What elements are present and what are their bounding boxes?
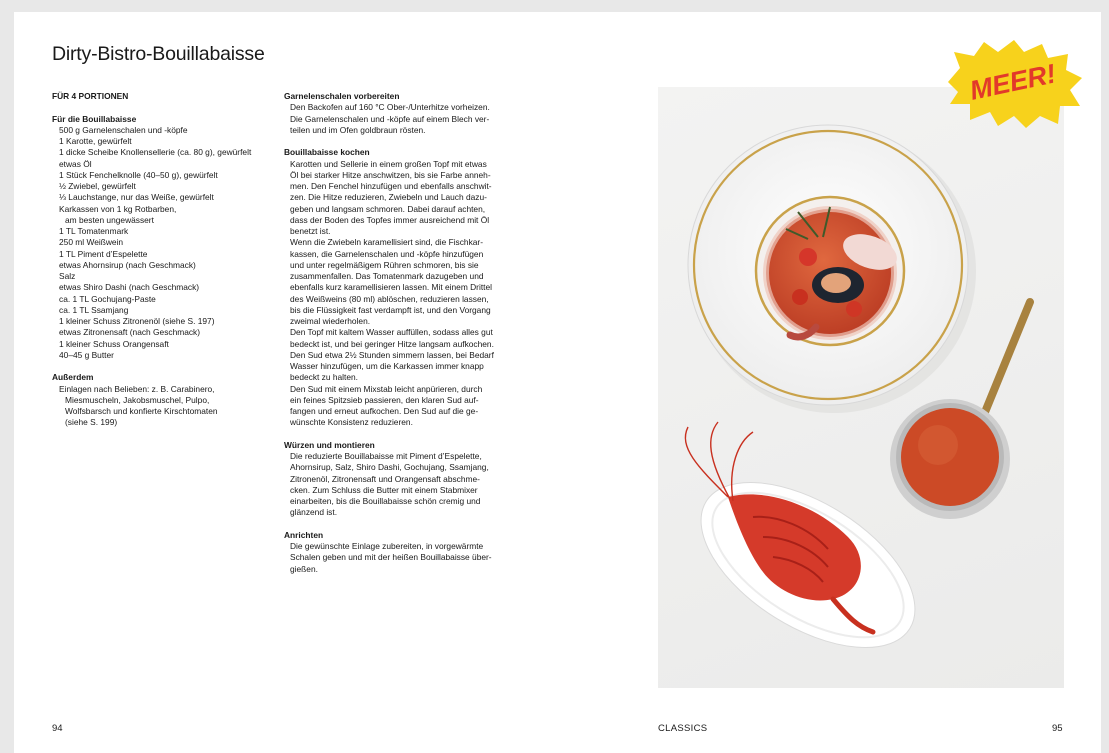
- step-line: einarbeiten, bis die Bouillabaisse schön cremig und: [290, 496, 481, 506]
- extra-line: (siehe S. 199): [65, 417, 118, 428]
- step-line: fangen und erneut aufkochen. Den Sud auf die ge-: [290, 406, 479, 416]
- ingredient-line: 1 kleiner Schuss Zitronenöl (siehe S. 197): [59, 316, 215, 326]
- step-line: Karotten und Sellerie in einem großen Topf mit etwas: [290, 158, 487, 169]
- step-line: kassen, die Garnelenschalen und -köpfe hinzufügen: [290, 248, 484, 259]
- step-text: [284, 159, 506, 429]
- ingredient-line: ca. 1 TL Gochujang-Paste: [59, 293, 156, 304]
- ingredients-column: [52, 91, 267, 440]
- tomato: [846, 301, 862, 317]
- step-block: [284, 440, 506, 519]
- step-line: gießen.: [290, 563, 318, 574]
- section-label: CLASSICS: [658, 723, 708, 734]
- step-line: ein feines Spitzsieb passieren, den klaren Sud auf-: [290, 394, 479, 405]
- step-line: teilen und im Ofen goldbraun rösten.: [290, 124, 426, 135]
- step-line: wünschte Konsistenz reduzieren.: [290, 417, 413, 428]
- step-line: Den Topf mit kaltem Wasser auffüllen, sodass alles gut: [290, 327, 493, 338]
- tomato: [792, 289, 808, 305]
- ingredient-line: etwas Zitronensaft (nach Geschmack): [59, 327, 201, 338]
- extra-line: Wolfsbarsch und konfierte Kirschtomaten: [65, 406, 218, 416]
- step-line: bis die Flüssigkeit fast verdampft ist, und den Vorgang: [290, 304, 491, 315]
- step-line: men. Den Fenchel hinzufügen und ebenfalls anschwit-: [290, 181, 492, 191]
- ingredient-line: etwas Shiro Dashi (nach Geschmack): [59, 282, 200, 293]
- step-line: geben und langsam schmoren. Dabei darauf achten,: [290, 203, 486, 214]
- step-block: [284, 91, 506, 136]
- page-number-left: 94: [52, 723, 63, 734]
- step-heading: Anrichten: [284, 529, 324, 540]
- ingredient-line: 1 TL Tomatenmark: [59, 226, 129, 236]
- step-line: bedeckt ist, und bei geringer Hitze langsam aufkochen.: [290, 338, 494, 349]
- step-text: [284, 102, 506, 136]
- step-line: Zitronenöl, Zitronensaft und Orangensaft abschme-: [290, 473, 480, 484]
- step-line: dass der Boden des Topfes immer ausreichend mit Öl: [290, 214, 490, 225]
- ingredient-line: 1 TL Piment d’Espelette: [59, 248, 148, 259]
- step-line: Die Garnelenschalen und -köpfe auf einem Blech ver-: [290, 113, 490, 124]
- ingredient-line: 1 Karotte, gewürfelt: [59, 136, 132, 146]
- step-line: Den Sud mit einem Mixstab leicht anpürieren, durch: [290, 383, 483, 394]
- ingredient-list: [52, 125, 267, 361]
- step-block: [284, 530, 506, 575]
- step-line: zweimal wiederholen.: [290, 316, 371, 326]
- ingredient-line: am besten ungewässert: [65, 214, 154, 225]
- step-line: Ahornsirup, Salz, Shiro Dashi, Gochujang, Ssamjang,: [290, 462, 489, 473]
- step-line: glänzend ist.: [290, 507, 338, 518]
- step-line: des Weißweins (80 ml) ablöschen, reduzieren lassen,: [290, 293, 489, 304]
- step-heading: Bouillabaisse kochen: [284, 147, 370, 158]
- step-line: zen. Die Hitze reduzieren, Zwiebeln und Lauch dazu-: [290, 192, 487, 203]
- ingredient-line: 1 Stück Fenchelknolle (40–50 g), gewürfelt: [59, 169, 218, 180]
- step-text: [284, 541, 506, 575]
- extra-heading: Außerdem: [52, 372, 94, 383]
- extra-line: Einlagen nach Belieben: z. B. Carabinero,: [59, 383, 215, 394]
- step-line: Die gewünschte Einlage zubereiten, in vorgewärmte: [290, 541, 484, 551]
- step-heading: Würzen und montieren: [284, 439, 375, 450]
- step-line: ebenfalls kurz karamellisieren lassen. Mit einem Drittel: [290, 282, 493, 293]
- ingredient-line: ⅓ Lauchstange, nur das Weiße, gewürfelt: [59, 192, 214, 203]
- step-block: [284, 147, 506, 428]
- step-line: und unter regelmäßigem Rühren schmoren, bis sie: [290, 259, 479, 270]
- ingredient-line: etwas Öl: [59, 158, 92, 169]
- ingredient-line: 40–45 g Butter: [59, 349, 114, 360]
- extra-list: [52, 384, 267, 429]
- pan-handle: [983, 302, 1030, 417]
- meer-starburst-badge: [940, 38, 1084, 130]
- ingredient-line: etwas Ahornsirup (nach Geschmack): [59, 259, 196, 270]
- step-line: cken. Zum Schluss die Butter mit einem Stabmixer: [290, 484, 478, 495]
- badge-text: MEER!: [967, 58, 1059, 106]
- page-number-right: 95: [1052, 723, 1063, 734]
- step-line: Die reduzierte Bouillabaisse mit Piment d’Espelette,: [290, 451, 482, 461]
- step-line: Schalen geben und mit der heißen Bouillabaisse über-: [290, 552, 492, 563]
- step-line: Öl bei starker Hitze anschwitzen, bis sie Farbe anneh-: [290, 169, 491, 180]
- portions-label: FÜR 4 PORTIONEN: [52, 91, 129, 101]
- extra-line: Miesmuscheln, Jakobsmuschel, Pulpo,: [65, 394, 210, 405]
- step-line: bedeckt zu halten.: [290, 372, 358, 383]
- ingredients-bouillabaisse: [52, 114, 267, 362]
- step-line: Den Backofen auf 160 °C Ober-/Unterhitze vorheizen.: [290, 102, 490, 113]
- ingredient-line: ½ Zwiebel, gewürfelt: [59, 181, 136, 191]
- ingredient-line: ca. 1 TL Ssamjang: [59, 304, 129, 315]
- step-line: Wasser hinzufügen, um die Karkassen immer knapp: [290, 361, 484, 371]
- step-line: zusammenfallen. Das Tomatenmark dazugeben und: [290, 271, 484, 281]
- ingredient-line: Karkassen von 1 kg Rotbarben,: [59, 203, 177, 214]
- step-heading: Garnelenschalen vorbereiten: [284, 91, 400, 101]
- method-column: [284, 91, 506, 586]
- dish-illustration: [658, 87, 1064, 688]
- tomato: [799, 248, 817, 266]
- step-line: Wenn die Zwiebeln karamellisiert sind, die Fischkar-: [290, 237, 484, 248]
- step-text: [284, 451, 506, 519]
- ingredient-line: 1 kleiner Schuss Orangensaft: [59, 338, 169, 349]
- step-line: Den Sud etwa 2½ Stunden simmern lassen, bei Bedarf: [290, 349, 494, 360]
- ingredient-line: 500 g Garnelenschalen und -köpfe: [59, 124, 188, 135]
- step-line: benetzt ist.: [290, 226, 331, 236]
- ingredient-line: 1 dicke Scheibe Knollensellerie (ca. 80 g), gewürfelt: [59, 147, 252, 158]
- ingredient-line: 250 ml Weißwein: [59, 237, 124, 248]
- ingredient-line: Salz: [59, 271, 76, 281]
- ingredients-heading: Für die Bouillabaisse: [52, 113, 137, 124]
- recipe-title: Dirty-Bistro-Bouillabaisse: [52, 43, 265, 65]
- ingredients-extra: [52, 372, 267, 428]
- dish-photo: [658, 87, 1064, 688]
